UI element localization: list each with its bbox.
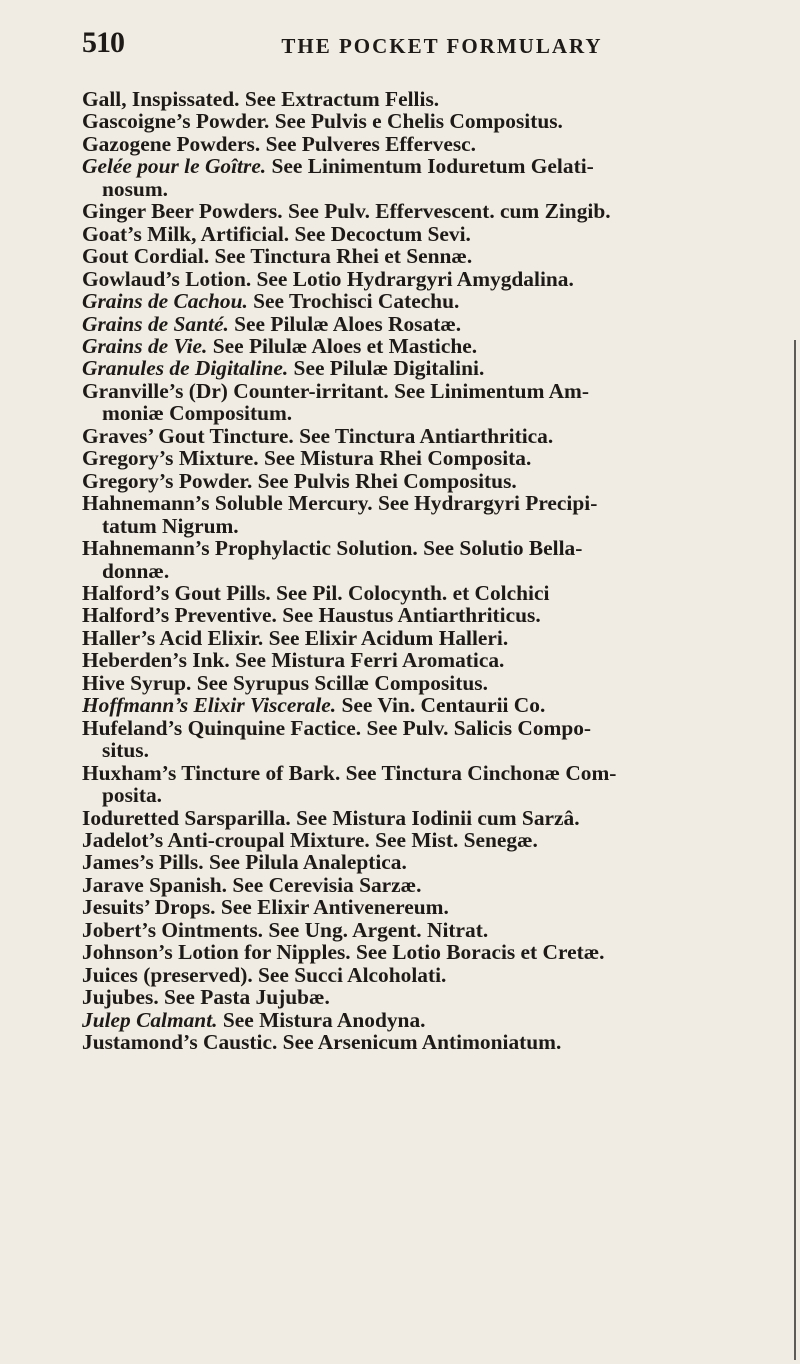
entry-heading: Grains de Santé. [82, 311, 229, 336]
entry-heading: Gascoigne’s Powder. [82, 109, 270, 134]
entry-line [82, 492, 762, 514]
entry-line [82, 919, 762, 941]
entry-line [82, 941, 762, 963]
entry-reference: See Mistura Ferri Aromatica. [229, 648, 505, 673]
entry-reference: See Pilulæ Aloes et Mastiche. [207, 333, 478, 358]
entry-line [82, 425, 762, 447]
entry-heading: Grains de Vie. [82, 333, 208, 358]
entry-reference: See Pulv. Effervescent. cum Zingib. [282, 199, 611, 224]
entry-heading: Gregory’s Powder. [82, 468, 253, 493]
entry-heading: Julep Calmant. [82, 1007, 218, 1032]
entry-reference: See Succi Alcoholati. [252, 962, 447, 987]
entry-reference: See Cerevisia Sarzæ. [227, 872, 422, 897]
entry-line [82, 1031, 762, 1053]
entry-reference: See Pasta Jujubæ. [158, 985, 330, 1010]
entry-reference: See Elixir Antivenereum. [215, 895, 449, 920]
entry-line [82, 357, 762, 379]
entry-reference: See Pil. Colocynth. et Colchici [270, 580, 550, 605]
entry-heading: Goat’s Milk, Artificial. [82, 221, 290, 246]
entry-reference: See Decoctum Sevi. [289, 221, 471, 246]
entry-line [82, 155, 762, 177]
entry-line [82, 874, 762, 896]
entry-heading: Halford’s Gout Pills. [82, 580, 271, 605]
entry-reference: See Mist. Senegæ. [369, 827, 538, 852]
entry-reference: See Pulvis e Chelis Compositus. [269, 109, 563, 134]
entry-reference: nosum. [102, 176, 168, 201]
entry-line [82, 694, 762, 716]
entry-line [82, 313, 762, 335]
entry-reference: See Lotio Boracis et Cretæ. [350, 940, 605, 965]
entry-line [82, 537, 762, 559]
entry-heading: James’s Pills. [82, 850, 204, 875]
entry-line [82, 290, 762, 312]
entry-heading: Granville’s (Dr) Counter-irritant. [82, 378, 389, 403]
entry-heading: Juices (preserved). [82, 962, 253, 987]
entry-reference: posita. [102, 783, 163, 808]
entry-reference: situs. [102, 738, 149, 763]
entry-reference: See Tinctura Antiarthritica. [293, 423, 554, 448]
page-number: 510 [82, 26, 124, 59]
entry-heading: Ioduretted Sarsparilla. [82, 805, 291, 830]
entry-heading: Hive Syrup. [82, 670, 192, 695]
entry-line [82, 672, 762, 694]
entry-line [82, 402, 762, 424]
entry-reference: See Pilula Analeptica. [203, 850, 407, 875]
entry-line [82, 784, 762, 806]
entry-line [82, 380, 762, 402]
entry-heading: Granules de Digitaline. [82, 356, 289, 381]
entry-reference: See Pulvis Rhei Compositus. [252, 468, 517, 493]
entry-reference: See Mistura Rhei Composita. [258, 446, 532, 471]
entry-heading: Hahnemann’s Prophylactic Solution. [82, 536, 418, 561]
entry-reference: See Vin. Centaurii Co. [336, 693, 546, 718]
entry-heading: Gall, Inspissated. [82, 87, 240, 111]
entry-heading: Ginger Beer Powders. [82, 199, 283, 224]
entry-line [82, 1009, 762, 1031]
entry-heading: Gout Cordial. [82, 244, 210, 269]
entry-reference: See Hydrargyri Precipi- [372, 491, 598, 516]
entry-line [82, 807, 762, 829]
entry-line [82, 986, 762, 1008]
entry-heading: Hoffmann’s Elixir Viscerale. [82, 693, 337, 718]
entry-heading: Huxham’s Tincture of Bark. [82, 760, 341, 785]
entry-line [82, 649, 762, 671]
entry-heading: Jujubes. [82, 985, 159, 1010]
entry-heading: Gowlaud’s Lotion. [82, 266, 252, 291]
entry-reference: See Ung. Argent. Nitrat. [263, 917, 489, 942]
entry-line [82, 964, 762, 986]
page-edge-shadow [794, 340, 796, 1360]
entry-line [82, 178, 762, 200]
entry-line [82, 515, 762, 537]
entry-line [82, 223, 762, 245]
entry-line [82, 200, 762, 222]
entry-line [82, 604, 762, 626]
entry-reference: See Syrupus Scillæ Compositus. [191, 670, 488, 695]
entry-line [82, 470, 762, 492]
entry-reference: donnæ. [102, 558, 170, 583]
entry-reference: See Pulv. Salicis Compo- [361, 715, 592, 740]
entry-reference: See Haustus Antiarthriticus. [276, 603, 541, 628]
entry-line [82, 133, 762, 155]
entry-heading: Jobert’s Ointments. [82, 917, 264, 942]
entry-reference: See Pilulæ Aloes Rosatæ. [228, 311, 462, 336]
entry-line [82, 88, 762, 110]
entry-line [82, 627, 762, 649]
entry-reference: See Mistura Anodyna. [217, 1007, 426, 1032]
entry-line [82, 829, 762, 851]
running-title: THE POCKET FORMULARY [281, 34, 603, 58]
entry-line [82, 739, 762, 761]
entry-heading: Jadelot’s Anti-croupal Mixture. [82, 827, 370, 852]
entry-reference: moniæ Compositum. [102, 401, 293, 426]
entry-line [82, 245, 762, 267]
entry-heading: Gregory’s Mixture. [82, 446, 259, 471]
entry-reference: See Arsenicum Antimoniatum. [277, 1030, 562, 1055]
entry-line [82, 447, 762, 469]
entry-reference: tatum Nigrum. [102, 513, 239, 538]
entry-line [82, 717, 762, 739]
entry-heading: Justamond’s Caustic. [82, 1030, 278, 1055]
entry-line [82, 268, 762, 290]
entry-line [82, 335, 762, 357]
page-header [82, 26, 742, 66]
entry-line [82, 762, 762, 784]
entry-reference: See Extractum Fellis. [239, 87, 440, 111]
entry-reference: See Solutio Bella- [417, 536, 583, 561]
entry-reference: See Linimentum Ioduretum Gelati- [266, 154, 594, 179]
entry-reference: See Lotio Hydrargyri Amygdalina. [251, 266, 574, 291]
entry-line [82, 110, 762, 132]
formulary-entry-list [82, 88, 762, 1053]
entry-reference: See Mistura Iodinii cum Sarzâ. [290, 805, 580, 830]
entry-line [82, 896, 762, 918]
entry-reference: See Tinctura Rhei et Sennæ. [209, 244, 473, 269]
entry-reference: See Pulveres Effervesc. [260, 131, 477, 156]
entry-heading: Gelée pour le Goître. [82, 154, 267, 179]
entry-line [82, 582, 762, 604]
entry-reference: See Trochisci Catechu. [247, 289, 460, 314]
entry-line [82, 851, 762, 873]
entry-heading: Haller’s Acid Elixir. [82, 625, 264, 650]
entry-heading: Grains de Cachou. [82, 289, 248, 314]
entry-heading: Hufeland’s Quinquine Factice. [82, 715, 362, 740]
entry-reference: See Tinctura Cinchonæ Com- [340, 760, 617, 785]
entry-line [82, 560, 762, 582]
entry-heading: Jesuits’ Drops. [82, 895, 216, 920]
entry-reference: See Pilulæ Digitalini. [288, 356, 485, 381]
entry-heading: Heberden’s Ink. [82, 648, 230, 673]
entry-heading: Hahnemann’s Soluble Mercury. [82, 491, 373, 516]
entry-reference: See Linimentum Am- [388, 378, 589, 403]
entry-heading: Jarave Spanish. [82, 872, 228, 897]
entry-heading: Halford’s Preventive. [82, 603, 277, 628]
entry-reference: See Elixir Acidum Halleri. [263, 625, 509, 650]
entry-heading: Graves’ Gout Tincture. [82, 423, 294, 448]
entry-heading: Johnson’s Lotion for Nipples. [82, 940, 351, 965]
entry-heading: Gazogene Powders. [82, 131, 261, 156]
